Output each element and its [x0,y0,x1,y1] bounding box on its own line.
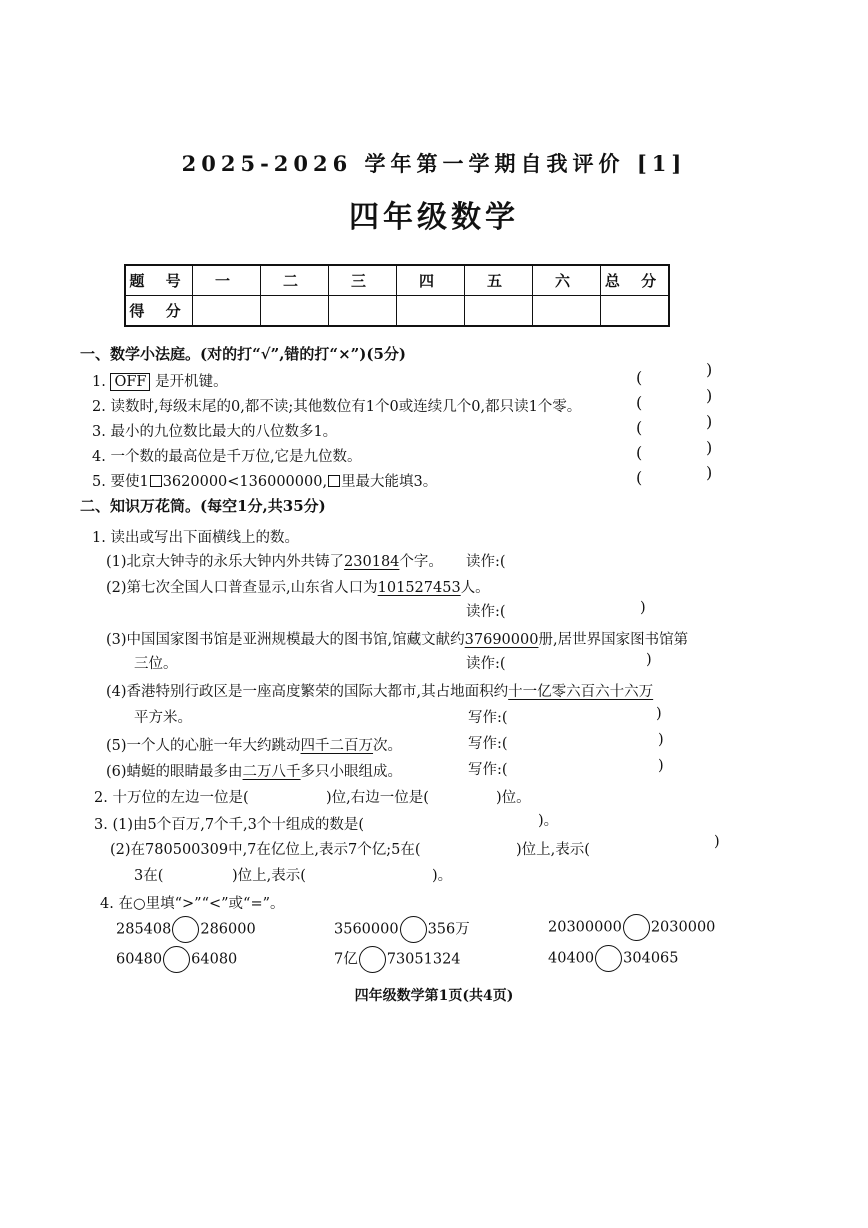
score-cell-1: 一 [193,265,261,296]
q1-part4 [106,680,653,701]
section2-title: 二、知识万花筒。(每空1分,共35分) [80,497,326,515]
compare-item [334,916,470,943]
q-text: (2)第七次全国人口普查显示,山东省人口为 [106,580,378,596]
score-blank[interactable] [329,296,397,327]
answer-paren-close: ) [706,412,713,431]
answer-paren-close: ) [706,463,713,482]
section1-title: 一、数学小法庭。(对的打“√”,错的打“×”)(5分) [80,345,406,363]
compare-right: 73051324 [386,951,461,968]
score-blank[interactable] [261,296,329,327]
compare-right: 64080 [191,951,238,968]
s1-item-5 [92,470,437,491]
score-table-header-row [125,265,669,296]
q1-part3 [106,628,688,649]
answer-circle-icon[interactable] [595,945,622,972]
q-text: (5)一个人的心脏一年大约跳动 [106,738,301,754]
write-as-label[interactable]: 写作:( [468,762,508,778]
item-text: 里最大能填3。 [341,474,438,490]
compare-left: 3560000 [334,921,399,938]
score-cell-2: 二 [261,265,329,296]
compare-left: 60480 [116,951,163,968]
item-text: 3620000<136000000, [162,474,328,490]
s1-item-1 [92,370,228,391]
compare-item [548,945,679,972]
q-text: (1)北京大钟寺的永乐大钟内外共铸了 [106,554,345,570]
q-text: (6)蜻蜓的眼睛最多由 [106,764,243,780]
score-cell-total: 总 分 [601,265,670,296]
item-text: 读数时,每级末尾的0,都不读;其他数位有1个0或连续几个0,都只读1个零。 [110,399,582,415]
underlined-number: 十一亿零六百六十六万 [508,684,654,700]
compare-item [334,946,461,973]
answer-circle-icon[interactable] [172,916,199,943]
item-number: 3. [92,424,106,440]
answer-paren-close: ) [706,438,713,457]
q3-line3-c[interactable]: )。 [432,868,453,884]
q3-line3-b[interactable]: )位上,表示( [232,868,306,884]
item-text: 是开机键。 [155,374,228,390]
score-blank[interactable] [193,296,261,327]
score-table-score-row [125,296,669,327]
item-number: 4. [92,449,106,465]
score-cell-4: 四 [397,265,465,296]
score-blank[interactable] [601,296,670,327]
score-blank[interactable] [397,296,465,327]
answer-paren-open[interactable]: ( [636,368,643,387]
answer-paren-open[interactable]: ( [636,393,643,412]
q-text: 多只小眼组成。 [300,764,403,780]
blank-square-icon [328,475,340,487]
blank-square-icon [150,475,162,487]
item-text: 一个数的最高位是千万位,它是九位数。 [110,449,362,465]
answer-paren-open[interactable]: ( [636,418,643,437]
item-text: 最小的九位数比最大的八位数多1。 [110,424,338,440]
underlined-number: 四千二百万 [300,738,374,754]
underlined-number: 230184 [344,554,400,570]
q-text: 册,居世界国家图书馆第 [538,632,689,648]
q-text: 个字。 [399,554,443,570]
answer-circle-icon[interactable] [359,946,386,973]
answer-paren-close: ) [706,386,713,405]
answer-paren-close: ) [658,732,664,748]
s1-item-2 [92,395,581,416]
q1-part6 [106,760,402,781]
underlined-number: 101527453 [377,580,461,596]
answer-paren-close: ) [640,600,646,616]
q1-part4-cont: 平方米。 [134,710,192,726]
item-text: 要使1 [110,474,149,490]
score-row-label: 得 分 [125,296,193,327]
compare-item [116,946,237,973]
q-text: 次。 [373,738,403,754]
q1-part3-cont: 三位。 [134,656,178,672]
q3-line2-close: ) [714,834,720,850]
underlined-number: 二万八千 [242,764,301,780]
score-cell-6: 六 [533,265,601,296]
q3-line1: 3. (1)由5个百万,7个千,3个十组成的数是( [94,817,365,833]
score-cell-5: 五 [465,265,533,296]
answer-circle-icon[interactable] [163,946,190,973]
q3-line2: (2)在780500309中,7在亿位上,表示7个亿;5在( [110,842,421,858]
q-text: (3)中国国家图书馆是亚洲规模最大的图书馆,馆藏文献约 [106,632,465,648]
q1-part1 [106,550,443,571]
q1-title: 1. 读出或写出下面横线上的数。 [92,530,299,546]
answer-paren-close: ) [706,360,713,379]
q-text: 人。 [460,580,490,596]
write-as-label[interactable]: 写作:( [468,736,508,752]
underlined-number: 37690000 [464,632,539,648]
score-table [124,264,670,327]
compare-left: 7亿 [334,951,358,968]
compare-right: 286000 [200,921,256,938]
subject-title: 四年级数学 [349,200,519,235]
answer-paren-open[interactable]: ( [636,443,643,462]
q4-title: 4. 在○里填“>”“<”或“=”。 [100,896,285,912]
compare-right: 2030000 [650,919,716,936]
read-as-label[interactable]: 读作:( [466,554,506,570]
compare-right: 304065 [623,950,679,967]
compare-item [116,916,256,943]
q1-part5 [106,734,402,755]
score-blank[interactable] [533,296,601,327]
item-number: 1. [92,374,106,390]
q-text: (4)香港特别行政区是一座高度繁荣的国际大都市,其占地面积约 [106,684,509,700]
s1-item-3 [92,420,337,441]
q3-line1-close[interactable]: )。 [538,813,559,829]
read-as-label[interactable]: 读作:( [466,604,506,620]
q3-line3-a: 3在( [134,868,164,884]
score-cell-label: 题 号 [125,265,193,296]
read-as-label[interactable]: 读作:( [466,656,506,672]
answer-paren-close: ) [646,652,652,668]
compare-item [548,914,715,941]
score-blank[interactable] [465,296,533,327]
s1-item-4 [92,445,362,466]
score-cell-3: 三 [329,265,397,296]
q1-part2 [106,576,490,597]
exam-title: 2025-2026 学年第一学期自我评价 [1] [181,151,687,176]
q2-text-c[interactable]: )位。 [496,790,531,806]
item-number: 5. [92,474,106,490]
write-as-label[interactable]: 写作:( [468,710,508,726]
answer-paren-close: ) [656,706,662,722]
compare-left: 20300000 [548,919,622,936]
q2-text-a: 2. 十万位的左边一位是( [94,790,249,806]
compare-right: 356万 [427,921,470,938]
compare-left: 40400 [548,950,595,967]
page-footer: 四年级数学第1页(共4页) [354,988,514,1004]
off-key-box: OFF [110,373,150,391]
answer-circle-icon[interactable] [623,914,650,941]
item-number: 2. [92,399,106,415]
q2-text-b[interactable]: )位,右边一位是( [326,790,429,806]
compare-left: 285408 [116,921,172,938]
answer-circle-icon[interactable] [400,916,427,943]
answer-paren-open[interactable]: ( [636,468,643,487]
q3-line2-mid[interactable]: )位上,表示( [516,842,590,858]
answer-paren-close: ) [658,758,664,774]
